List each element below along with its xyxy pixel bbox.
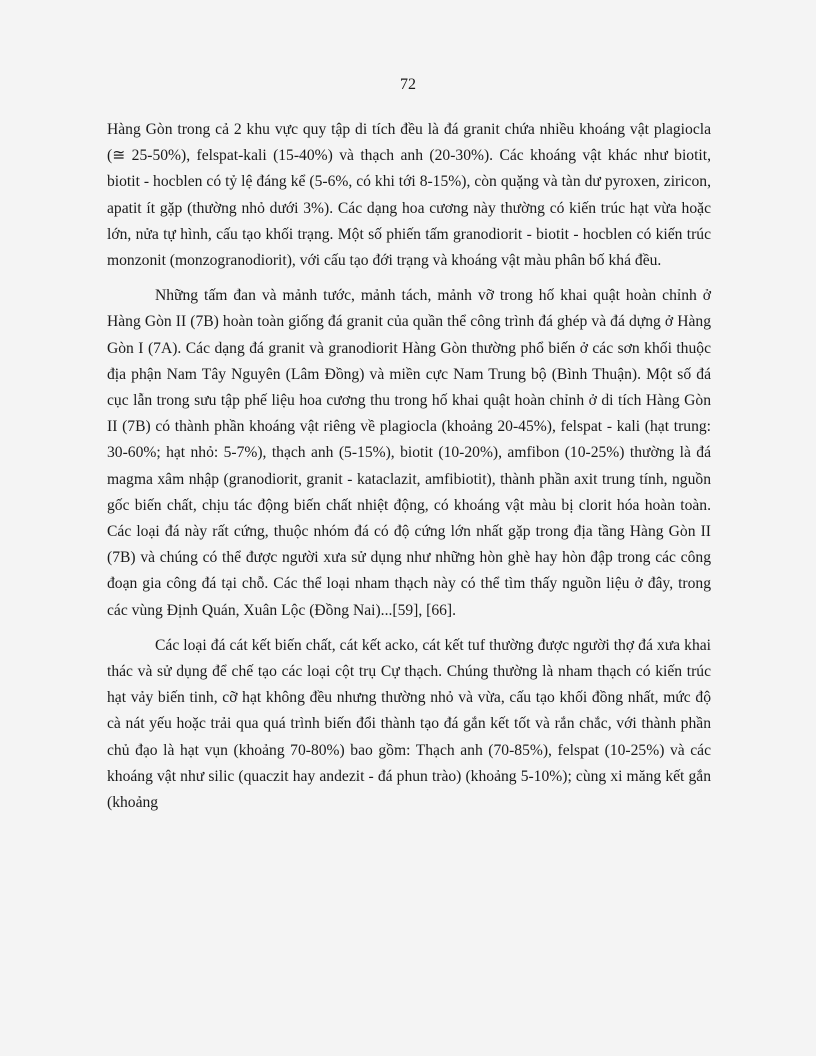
paragraph-3: Các loại đá cát kết biến chất, cát kết acko, cát kết tuf thường được người thợ đá xưa khai thác và sử dụng để chế tạo các loại cột trụ Cự thạch. Chúng thường là nham thạch có kiến trúc hạt vảy biến tinh, cỡ hạt không đều nhưng thường nhỏ và vừa, cấu tạo khối đồng nhất, mức độ cà nát yếu hoặc trải qua quá trình biến đổi thành tạo đá gắn kết tốt và rắn chắc, với thành phần chủ đạo là hạt vụn (khoảng 70-80%) bao gồm: Thạch anh (70-85%), felspat (10-25%) và các khoáng vật như silic (quaczit hay andezit - đá phun trào) (khoảng 5-10%); cùng xi măng kết gắn (khoảng: [107, 636, 711, 812]
paragraph-1: Hàng Gòn trong cả 2 khu vực quy tập di tích đều là đá granit chứa nhiều khoáng vật plagiocla (≅ 25-50%), felspat-kali (15-40%) và thạch anh (20-30%). Các khoáng vật khác như biotit, biotit - hocblen có tỷ lệ đáng kể (5-6%, có khi tới 8-15%), còn quặng và tàn dư pyroxen, ziricon, apatit ít gặp (thường nhỏ dưới 3%). Các dạng hoa cương này thường có kiến trúc hạt vừa hoặc lớn, nửa tự hình, cấu tạo khối trạng. Một số phiến tấm granodiorit - biotit - hocblen có kiến trúc monzonit (monzogranodiorit), với cấu tạo đới trạng và khoáng vật màu phân bố khá đều.: [107, 121, 711, 270]
page-number: 72: [400, 76, 416, 93]
paragraph-2: Những tấm đan và mảnh tước, mảnh tách, mảnh vỡ trong hố khai quật hoàn chỉnh ở Hàng Gòn II (7B) hoàn toàn giống đá granit của quần thể công trình đá ghép và đá dựng ở Hàng Gòn I (7A). Các dạng đá granit và granodiorit Hàng Gòn thường phổ biến ở các sơn khối thuộc địa phận Nam Tây Nguyên (Lâm Đồng) và miền cực Nam Trung bộ (Bình Thuận). Một số đá cục lẫn trong sưu tập phế liệu hoa cương thu trong hố khai quật hoàn chỉnh ở di tích Hàng Gòn II (7B) có thành phần khoáng vật riêng về plagiocla (khoảng 20-45%), felspat - kali (hạt trung: 30-60%; hạt nhỏ: 5-7%), thạch anh (5-15%), biotit (10-20%), amfibon (10-25%) thường là đá magma xâm nhập (granodiorit, granit - kataclazit, amfibiotit), thành phần axit trung tính, nguồn gốc biến chất, chịu tác động biến chất nhiệt động, có khoáng vật màu bị clorit hóa hoàn toàn. Các loại đá này rất cứng, thuộc nhóm đá có độ cứng lớn nhất gặp trong địa tầng Hàng Gòn II (7B) và chúng có thể được người xưa sử dụng như những hòn ghè hay hòn đập trong các công đoạn gia công đá tại chỗ. Các thể loại nham thạch này có thể tìm thấy nguồn liệu ở đây, trong các vùng Định Quán, Xuân Lộc (Đồng Nai)...[59], [66].: [107, 287, 711, 619]
body-text: [107, 117, 711, 816]
